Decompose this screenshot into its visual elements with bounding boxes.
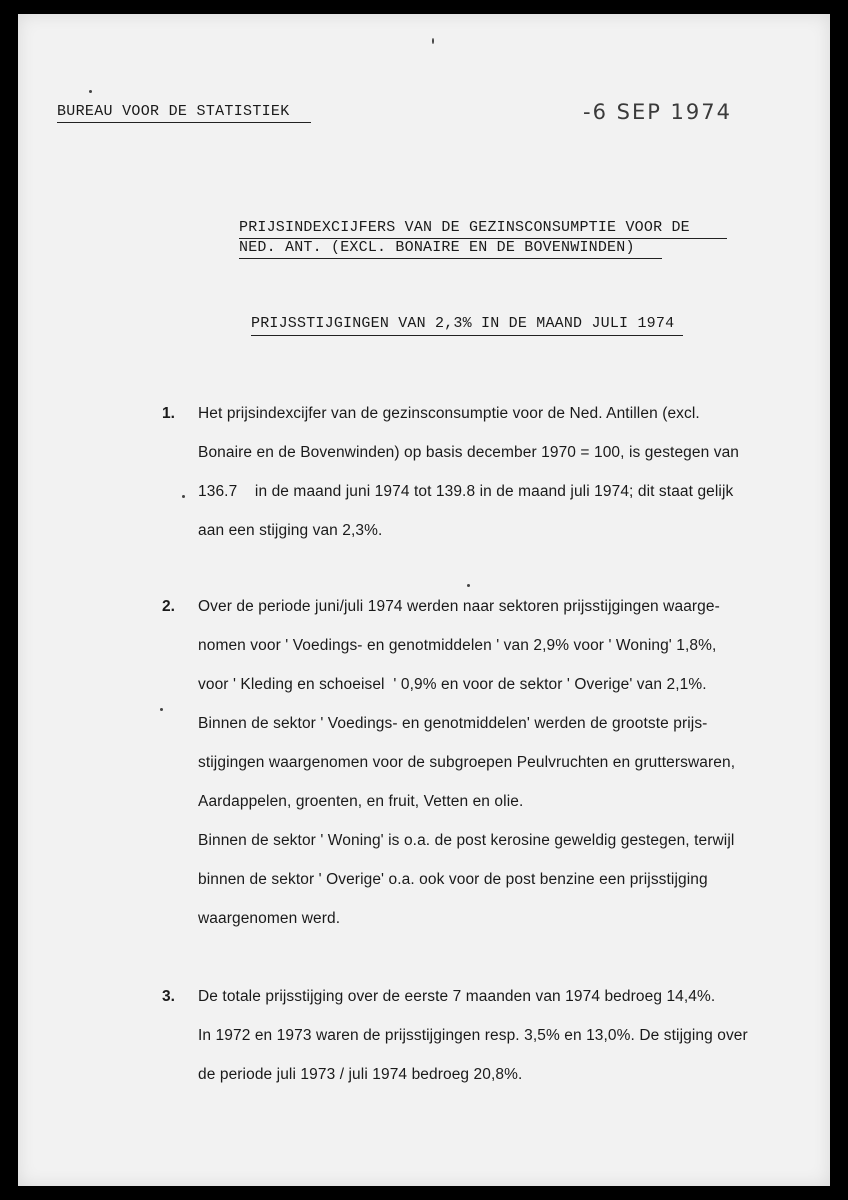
paragraph-line: stijgingen waargenomen voor de subgroepen Peulvruchten en grutterswaren, xyxy=(198,754,736,771)
bureau-heading: BUREAU VOOR DE STATISTIEK xyxy=(57,103,311,123)
scan-speck xyxy=(89,90,92,93)
scan-speck xyxy=(160,708,163,711)
paragraph-line: Binnen de sektor ' Voedings- en genotmiddelen' werden de grootste prijs- xyxy=(198,715,708,732)
paragraph-line: Het prijsindexcijfer van de gezinsconsumptie voor de Ned. Antillen (excl. xyxy=(198,405,700,422)
document-title xyxy=(239,219,727,259)
paragraph-line: In 1972 en 1973 waren de prijsstijgingen resp. 3,5% en 13,0%. De stijging over xyxy=(198,1027,748,1044)
paragraph-line: binnen de sektor ' Overige' o.a. ook voor de post benzine een prijsstijging xyxy=(198,871,708,888)
title-line-2: NED. ANT. (EXCL. BONAIRE EN DE BOVENWINDEN) xyxy=(239,239,662,259)
paragraph-line: Aardappelen, groenten, en fruit, Vetten en olie. xyxy=(198,793,524,810)
paragraph-line: De totale prijsstijging over de eerste 7 maanden van 1974 bedroeg 14,4%. xyxy=(198,988,716,1005)
section-number: 2. xyxy=(162,598,175,615)
paragraph-line: waargenomen werd. xyxy=(198,910,341,927)
document-subtitle: PRIJSSTIJGINGEN VAN 2,3% IN DE MAAND JULI 1974 xyxy=(251,315,683,336)
date-stamp: -6 SEP 1974 xyxy=(583,100,732,124)
paragraph-line: de periode juli 1973 / juli 1974 bedroeg 20,8%. xyxy=(198,1066,523,1083)
paragraph-line: Binnen de sektor ' Woning' is o.a. de post kerosine geweldig gestegen, terwijl xyxy=(198,832,735,849)
paragraph-line: aan een stijging van 2,3%. xyxy=(198,522,383,539)
paragraph-line: 136.7 in de maand juni 1974 tot 139.8 in de maand juli 1974; dit staat gelijk xyxy=(198,483,734,500)
title-line-1: PRIJSINDEXCIJFERS VAN DE GEZINSCONSUMPTIE VOOR DE xyxy=(239,219,727,239)
section-number: 1. xyxy=(162,405,175,422)
paragraph-line: Bonaire en de Bovenwinden) op basis december 1970 = 100, is gestegen van xyxy=(198,444,740,461)
paragraph-line: voor ' Kleding en schoeisel ' 0,9% en voor de sektor ' Overige' van 2,1%. xyxy=(198,676,707,693)
section-number: 3. xyxy=(162,988,175,1005)
scan-speck xyxy=(432,38,434,44)
scan-speck xyxy=(182,495,185,498)
paragraph-line: nomen voor ' Voedings- en genotmiddelen ' van 2,9% voor ' Woning' 1,8%, xyxy=(198,637,717,654)
scan-speck xyxy=(467,584,470,587)
paragraph-line: Over de periode juni/juli 1974 werden naar sektoren prijsstijgingen waarge- xyxy=(198,598,720,615)
